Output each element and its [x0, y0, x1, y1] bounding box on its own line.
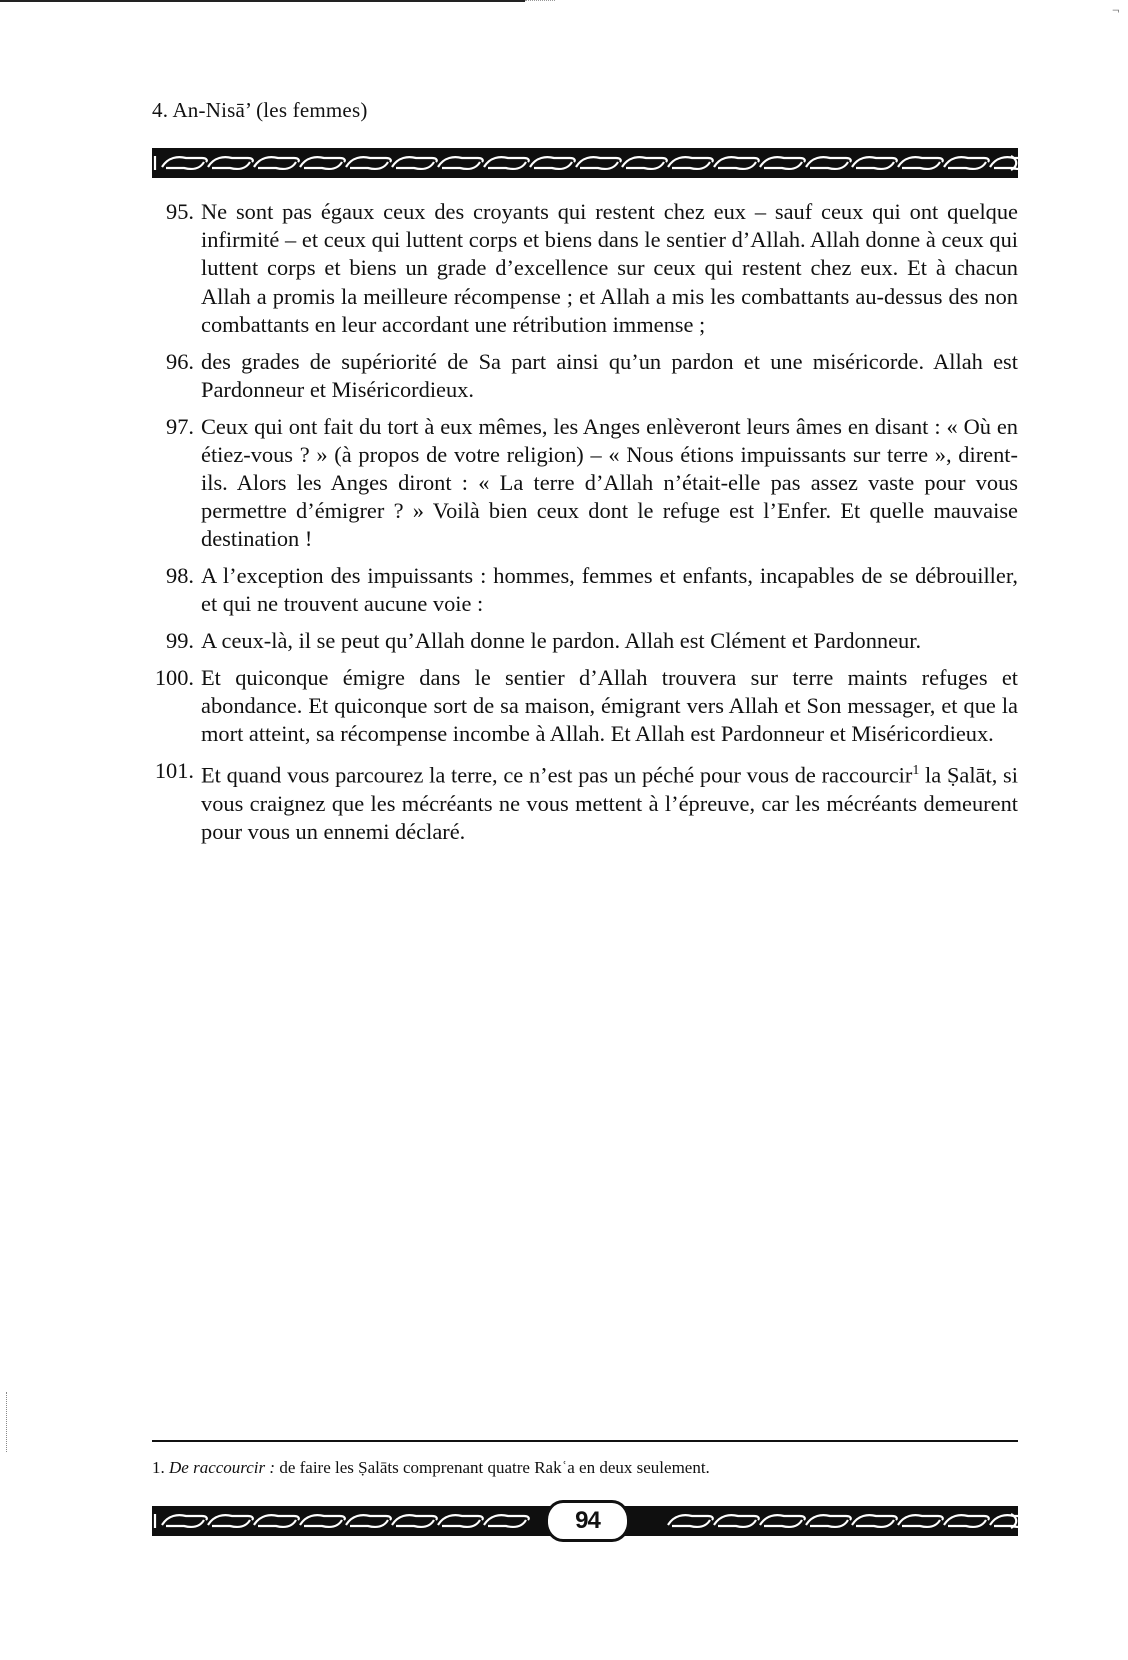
footnote-reference[interactable]: 1 [912, 763, 920, 779]
chain-link [300, 1515, 345, 1527]
verse-text: des grades de supériorité de Sa part ainsi qu’un pardon et une miséricorde. Allah est Pardonneur et Miséricordieux. [201, 348, 1018, 402]
chain-link [438, 1515, 483, 1527]
chain-link [208, 1515, 253, 1527]
verse-97 [152, 413, 1018, 554]
verse-98 [152, 562, 1018, 618]
chain-link [668, 157, 713, 169]
chain-link [622, 157, 667, 169]
chain-link [944, 157, 989, 169]
verse-text [201, 757, 1018, 846]
chain-link [806, 1515, 851, 1527]
verse-number: 100. [154, 665, 194, 691]
footnote-divider [152, 1440, 1018, 1442]
verse-number: 96. [166, 348, 194, 374]
verse-text: Ne sont pas égaux ceux des croyants qui restent chez eux – sauf ceux qui ont quelque infirmité – et ceux qui luttent corps et biens dans le sentier d’Allah. Allah donne à ceux qui luttent corps et biens un grade d’excellence sur ceux qui restent chez eux. Et à chacun Allah a promis la meilleure récompense ; et Allah a mis les combattants au-dessus des non combattants en leur accordant une rétribution immense ; [201, 199, 1018, 337]
chain-link [714, 1515, 759, 1527]
footnote-number: 1. [152, 1458, 165, 1477]
top-edge-rule [0, 0, 525, 2]
verse-101 [152, 757, 1018, 846]
verse-100 [152, 664, 1018, 749]
chain-link [944, 1515, 989, 1527]
chain-link [300, 157, 345, 169]
chain-link [484, 1515, 529, 1527]
corner-mark: ¬ [1111, 6, 1120, 17]
verse-99 [152, 627, 1018, 655]
chain-link [438, 157, 483, 169]
verse-number: 97. [166, 413, 194, 439]
top-chain-ornament [152, 148, 1018, 178]
chain-link [346, 1515, 391, 1527]
chain-link [852, 1515, 897, 1527]
page-number: 94 [545, 1500, 630, 1542]
chain-link [484, 157, 529, 169]
verse-number: 99. [166, 628, 194, 654]
chain-link [208, 157, 253, 169]
chain-link [530, 157, 575, 169]
chain-link [162, 157, 207, 169]
chain-link [760, 157, 805, 169]
margin-mark [6, 1392, 8, 1452]
chain-link [852, 157, 897, 169]
chain-link [714, 157, 759, 169]
chain-link [760, 1515, 805, 1527]
verse-text-part: Et quand vous parcourez la terre, ce n’est pas un péché pour vous de raccourcir [201, 762, 913, 788]
verse-text-part: la Ṣalāt, si vous craignez que les mécréants ne vous mettent à l’épreuve, car les mécréants demeurent pour vous un ennemi déclaré. [201, 762, 1018, 845]
chain-link [346, 157, 391, 169]
verse-95 [152, 198, 1018, 339]
verse-text: A ceux-là, il se peut qu’Allah donne le pardon. Allah est Clément et Pardonneur. [201, 628, 922, 654]
chain-link [254, 1515, 299, 1527]
chain-link [806, 157, 851, 169]
verse-96 [152, 348, 1018, 404]
chain-link [576, 157, 621, 169]
chain-link [392, 157, 437, 169]
verse-text: Et quiconque émigre dans le sentier d’Allah trouvera sur terre maints refuges et abondance. Et quiconque sort de sa maison, émigrant vers Allah et Son messager, et que la mort atteint, sa récompense incombe à Allah. Et Allah est Pardonneur et Miséricordieux. [201, 665, 1018, 747]
footnote-text: de faire les Ṣalāts comprenant quatre Rakʿa en deux seulement. [275, 1458, 710, 1477]
chain-link [162, 1515, 207, 1527]
top-ornamental-band [152, 148, 1018, 178]
top-edge-dots [525, 0, 555, 2]
footnote-term: De raccourcir : [169, 1458, 276, 1477]
chapter-title: 4. An-Nisā’ (les femmes) [152, 98, 368, 122]
chain-link [254, 157, 299, 169]
verse-text: A l’exception des impuissants : hommes, femmes et enfants, incapables de se débrouiller, et qui ne trouvent aucune voie : [201, 563, 1018, 617]
chain-link [898, 157, 943, 169]
chain-link [392, 1515, 437, 1527]
verse-number: 101. [154, 758, 194, 784]
chain-link [668, 1515, 713, 1527]
footnote [152, 1458, 1018, 1478]
verse-text: Ceux qui ont fait du tort à eux mêmes, les Anges enlèveront leurs âmes en disant : « Où en étiez-vous ? » (à propos de votre religion) – « Nous étions impuissants sur terre », dirent-ils. Alors les Anges diront : « La terre d’Allah n’était-elle pas assez vaste pour vous permettre d’émigrer ? » Voilà bien ceux dont le refuge est l’Enfer. Et quelle mauvaise destination ! [201, 413, 1018, 552]
verse-number: 95. [166, 199, 194, 224]
chain-link [898, 1515, 943, 1527]
verse-list [152, 198, 1018, 855]
verse-number: 98. [166, 563, 194, 589]
